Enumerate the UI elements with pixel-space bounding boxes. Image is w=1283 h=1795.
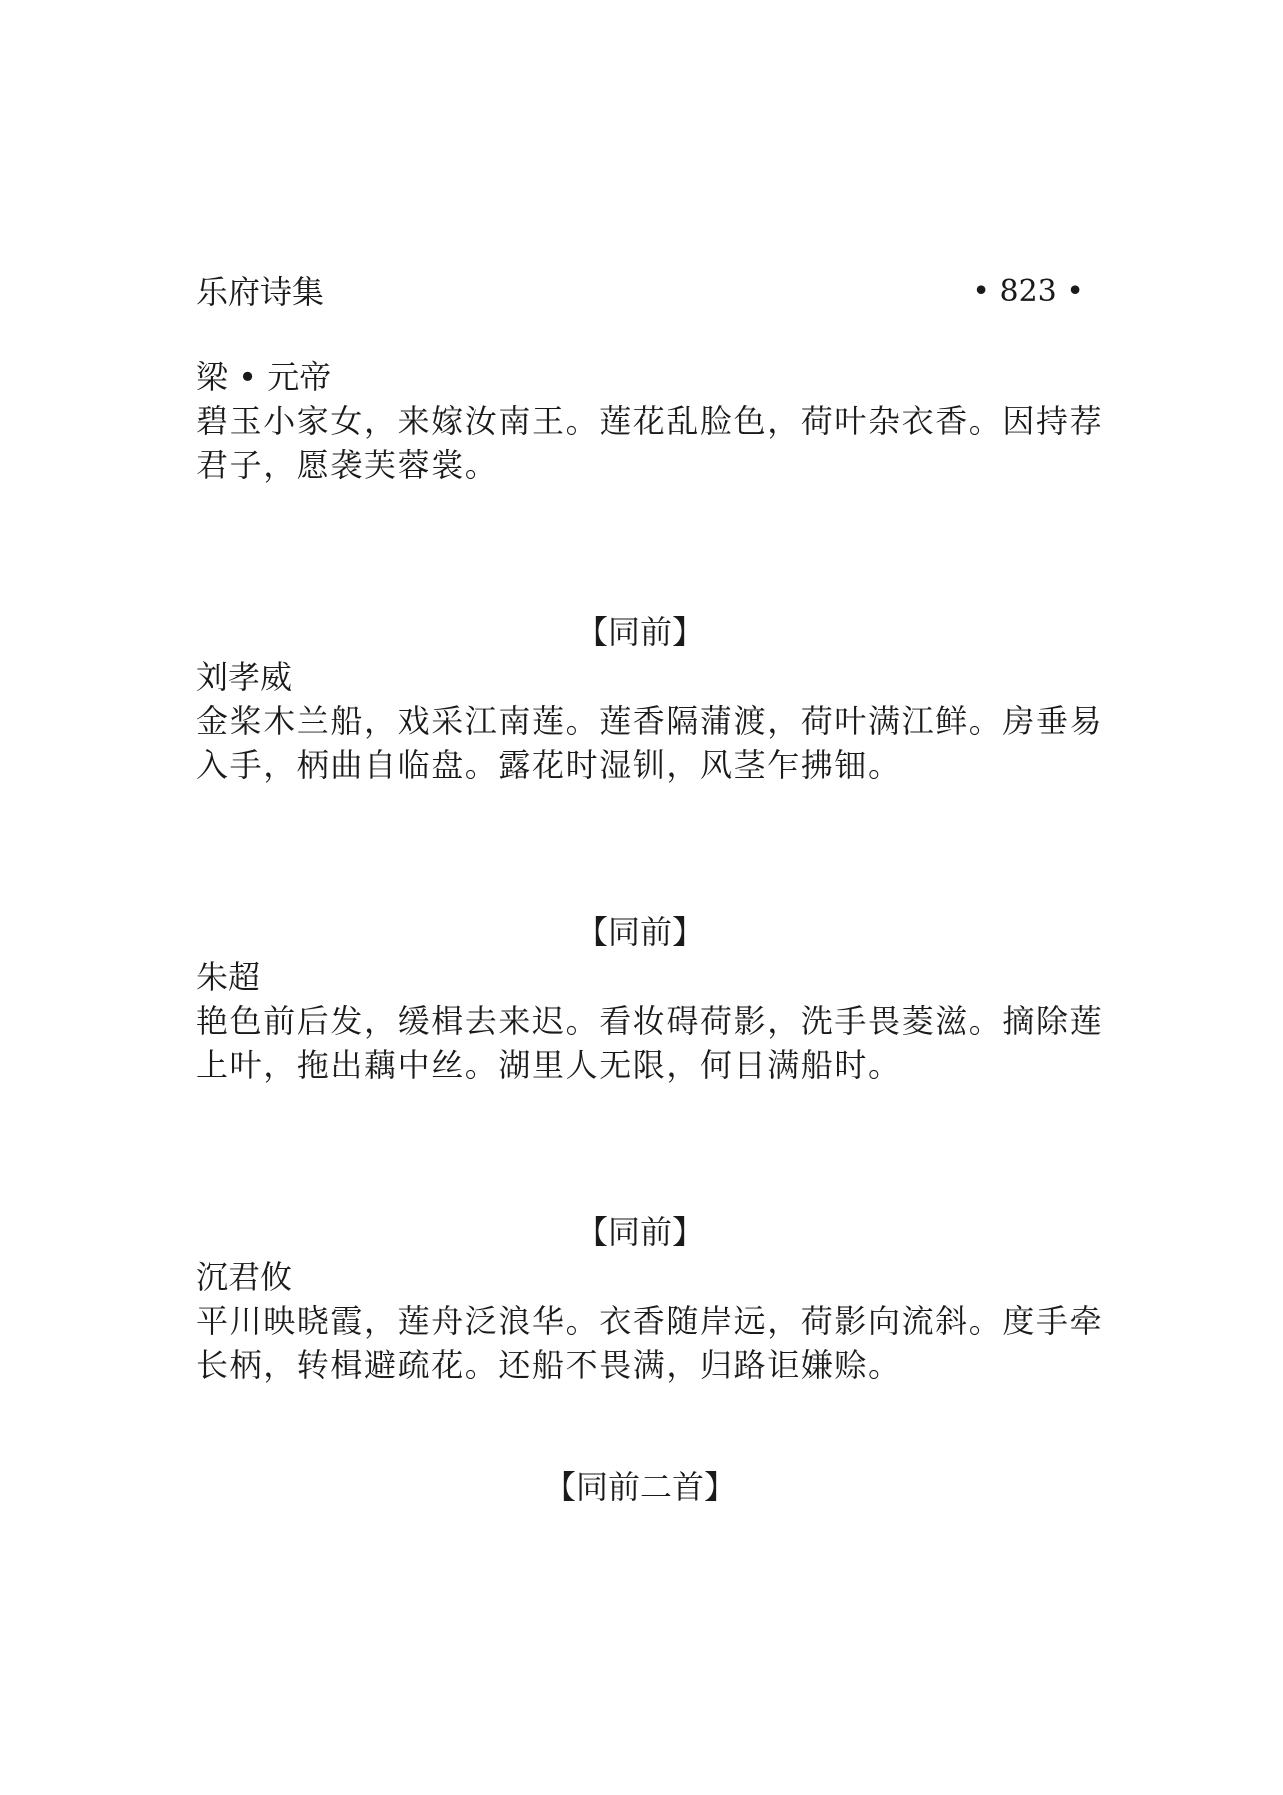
- poem-author: 朱超: [196, 958, 261, 996]
- poem-line: 上叶，拖出藕中丝。湖里人无限，何日满船时。: [196, 1046, 902, 1084]
- section-title: 【同前二首】: [543, 1468, 736, 1506]
- poem-line: 艳色前后发，缓楫去来迟。看妆碍荷影，洗手畏菱滋。摘除莲: [196, 1002, 1104, 1040]
- page-header: [196, 268, 1084, 316]
- poem-line: 君子，愿袭芙蓉裳。: [196, 446, 499, 484]
- poem-line: 平川映晓霞，莲舟泛浪华。衣香随岸远，荷影向流斜。度手牵: [196, 1302, 1104, 1340]
- page-number: • 823 •: [972, 274, 1084, 309]
- poem-author: 梁 • 元帝: [196, 358, 332, 396]
- section-title: 【同前】: [575, 913, 704, 951]
- poem-author: 刘孝威: [196, 658, 293, 696]
- poem-author: 沉君攸: [196, 1258, 293, 1296]
- poem-line: 入手，柄曲自临盘。露花时湿钏，风茎乍拂钿。: [196, 746, 902, 784]
- poem-line: 长柄，转楫避疏花。还船不畏满，归路讵嫌赊。: [196, 1346, 902, 1384]
- section-title: 【同前】: [575, 613, 704, 651]
- section-title: 【同前】: [575, 1213, 704, 1251]
- poem-line: 金桨木兰船，戏采江南莲。莲香隔蒲渡，荷叶满江鲜。房垂易: [196, 702, 1104, 740]
- book-title: 乐府诗集: [196, 273, 325, 311]
- poem-line: 碧玉小家女，来嫁汝南王。莲花乱脸色，荷叶杂衣香。因持荐: [196, 402, 1104, 440]
